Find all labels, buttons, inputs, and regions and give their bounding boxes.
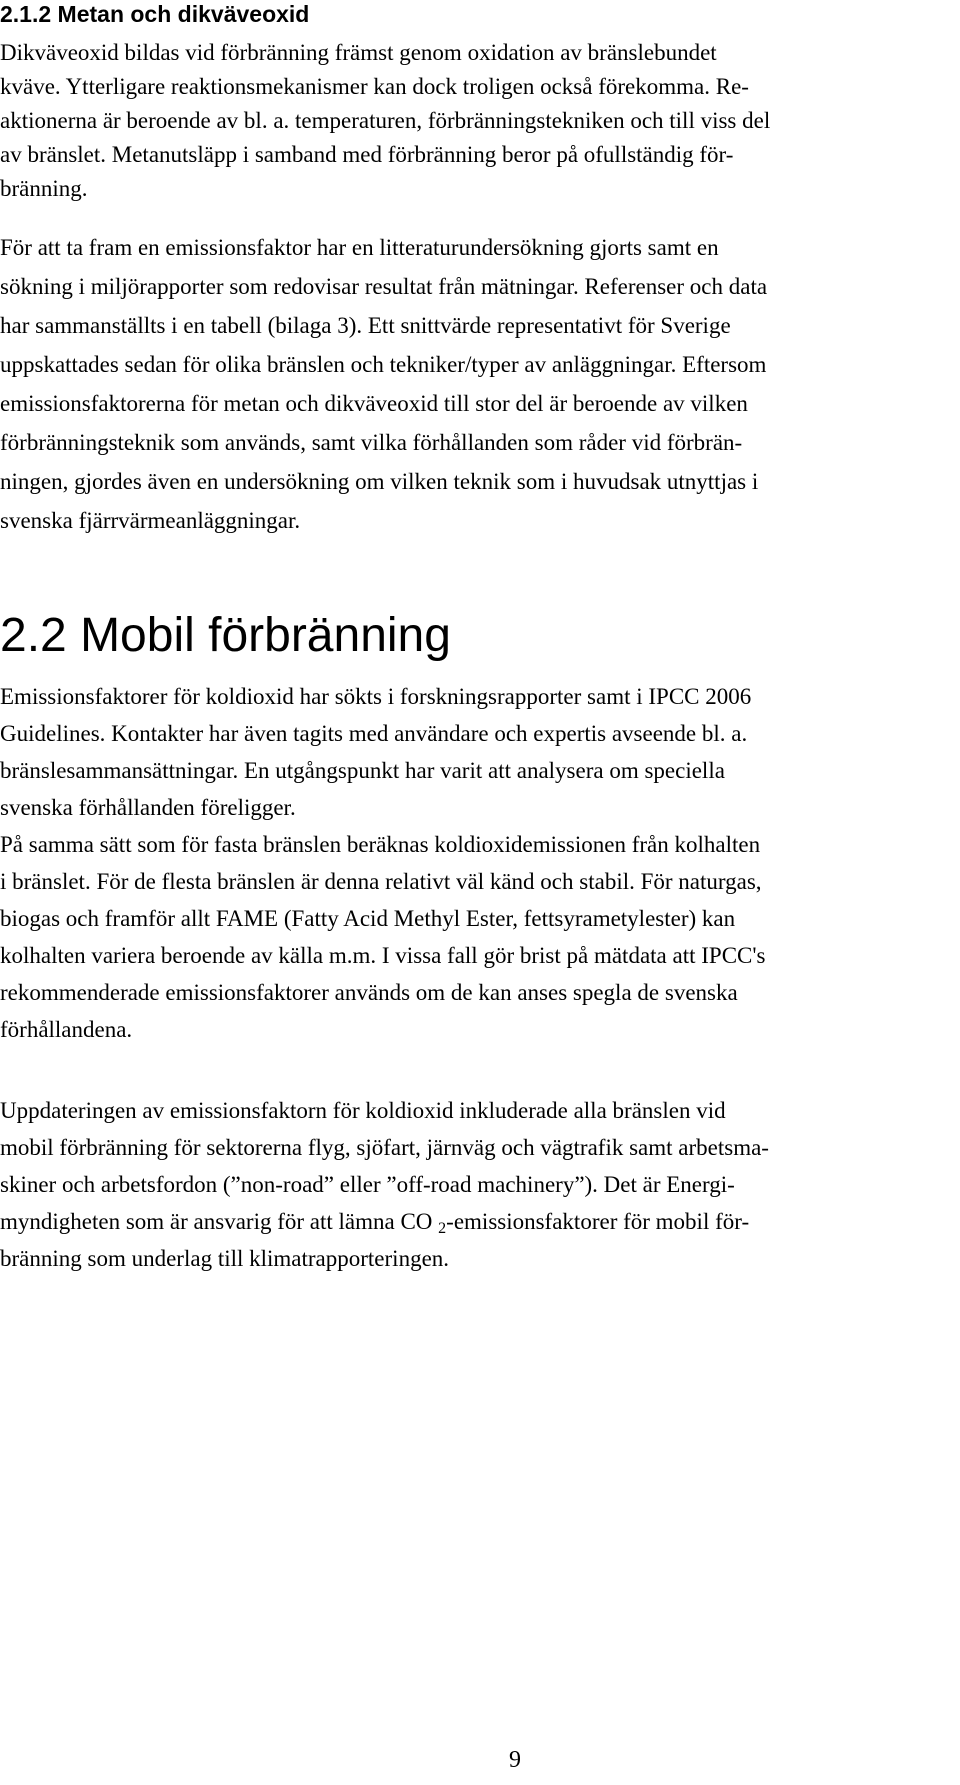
text-line: skiner och arbetsfordon (”non-road” eller ”off-road machinery”). Det är Energi- [0, 1172, 735, 1197]
text-line: av bränslet. Metanutsläpp i samband med förbränning beror på ofullständig för- [0, 142, 734, 167]
text-line: kolhalten variera beroende av källa m.m. I vissa fall gör brist på mätdata att IPCC's [0, 943, 766, 968]
text-line: rekommenderade emissionsfaktorer används om de kan anses spegla de svenska [0, 980, 738, 1005]
text-line: ningen, gjordes även en undersökning om vilken teknik som i huvudsak utnyttjas i [0, 469, 759, 494]
text-line: sökning i miljörapporter som redovisar resultat från mätningar. Referenser och data [0, 274, 768, 299]
text-segment: myndigheten som är ansvarig för att lämna CO [0, 1209, 433, 1234]
subscript: 2 [438, 1220, 447, 1237]
section-heading-2-2: 2.2 Mobil förbränning [0, 609, 451, 662]
page-number: 9 [509, 1747, 521, 1773]
text-line: förhållandena. [0, 1017, 133, 1042]
text-line: svenska fjärrvärmeanläggningar. [0, 508, 301, 533]
paragraph-emissionsfaktor [0, 228, 767, 540]
text-line: kväve. Ytterligare reaktionsmekanismer kan dock troligen också förekomma. Re- [0, 74, 749, 99]
paragraph-kolhalt [0, 826, 765, 1048]
text-line: För att ta fram en emissionsfaktor har en litteraturundersökning gjorts samt en [0, 235, 719, 260]
paragraph-uppdatering [0, 1092, 769, 1277]
text-line: biogas och framför allt FAME (Fatty Acid Methyl Ester, fettsyrametylester) kan [0, 906, 736, 931]
text-line [0, 1203, 769, 1240]
text-line: svenska förhållanden föreligger. [0, 795, 296, 820]
text-line: Guidelines. Kontakter har även tagits med användare och expertis avseende bl. a. [0, 721, 748, 746]
text-line: bränslesammansättningar. En utgångspunkt har varit att analysera om speciella [0, 758, 725, 783]
text-line: bränning. [0, 176, 88, 201]
text-line: emissionsfaktorerna för metan och dikväveoxid till stor del är beroende av vilken [0, 391, 748, 416]
text-line: uppskattades sedan för olika bränslen och tekniker/typer av anläggningar. Eftersom [0, 352, 767, 377]
text-line: aktionerna är beroende av bl. a. temperaturen, förbränningstekniken och till viss del [0, 108, 771, 133]
text-line: Emissionsfaktorer för koldioxid har sökts i forskningsrapporter samt i IPCC 2006 [0, 684, 752, 709]
paragraph-koldioxid-kallor [0, 678, 751, 826]
text-line: i bränslet. För de flesta bränslen är denna relativt väl känd och stabil. För naturgas, [0, 869, 762, 894]
text-line: På samma sätt som för fasta bränslen beräknas koldioxidemissionen från kolhalten [0, 832, 761, 857]
text-line: förbränningsteknik som används, samt vilka förhållanden som råder vid förbrän- [0, 430, 743, 455]
paragraph-dikvaveoxid [0, 36, 770, 206]
section-heading-2-1-2: 2.1.2 Metan och dikväveoxid [0, 1, 310, 27]
text-line: mobil förbränning för sektorerna flyg, sjöfart, järnväg och vägtrafik samt arbetsma- [0, 1135, 769, 1160]
text-line: Uppdateringen av emissionsfaktorn för koldioxid inkluderade alla bränslen vid [0, 1098, 726, 1123]
text-segment: -emissionsfaktorer för mobil för- [446, 1209, 750, 1234]
text-line: har sammanställts i en tabell (bilaga 3). Ett snittvärde representativt för Sverige [0, 313, 731, 338]
text-line: bränning som underlag till klimatrapporteringen. [0, 1246, 450, 1271]
text-line: Dikväveoxid bildas vid förbränning främst genom oxidation av bränslebundet [0, 40, 717, 65]
